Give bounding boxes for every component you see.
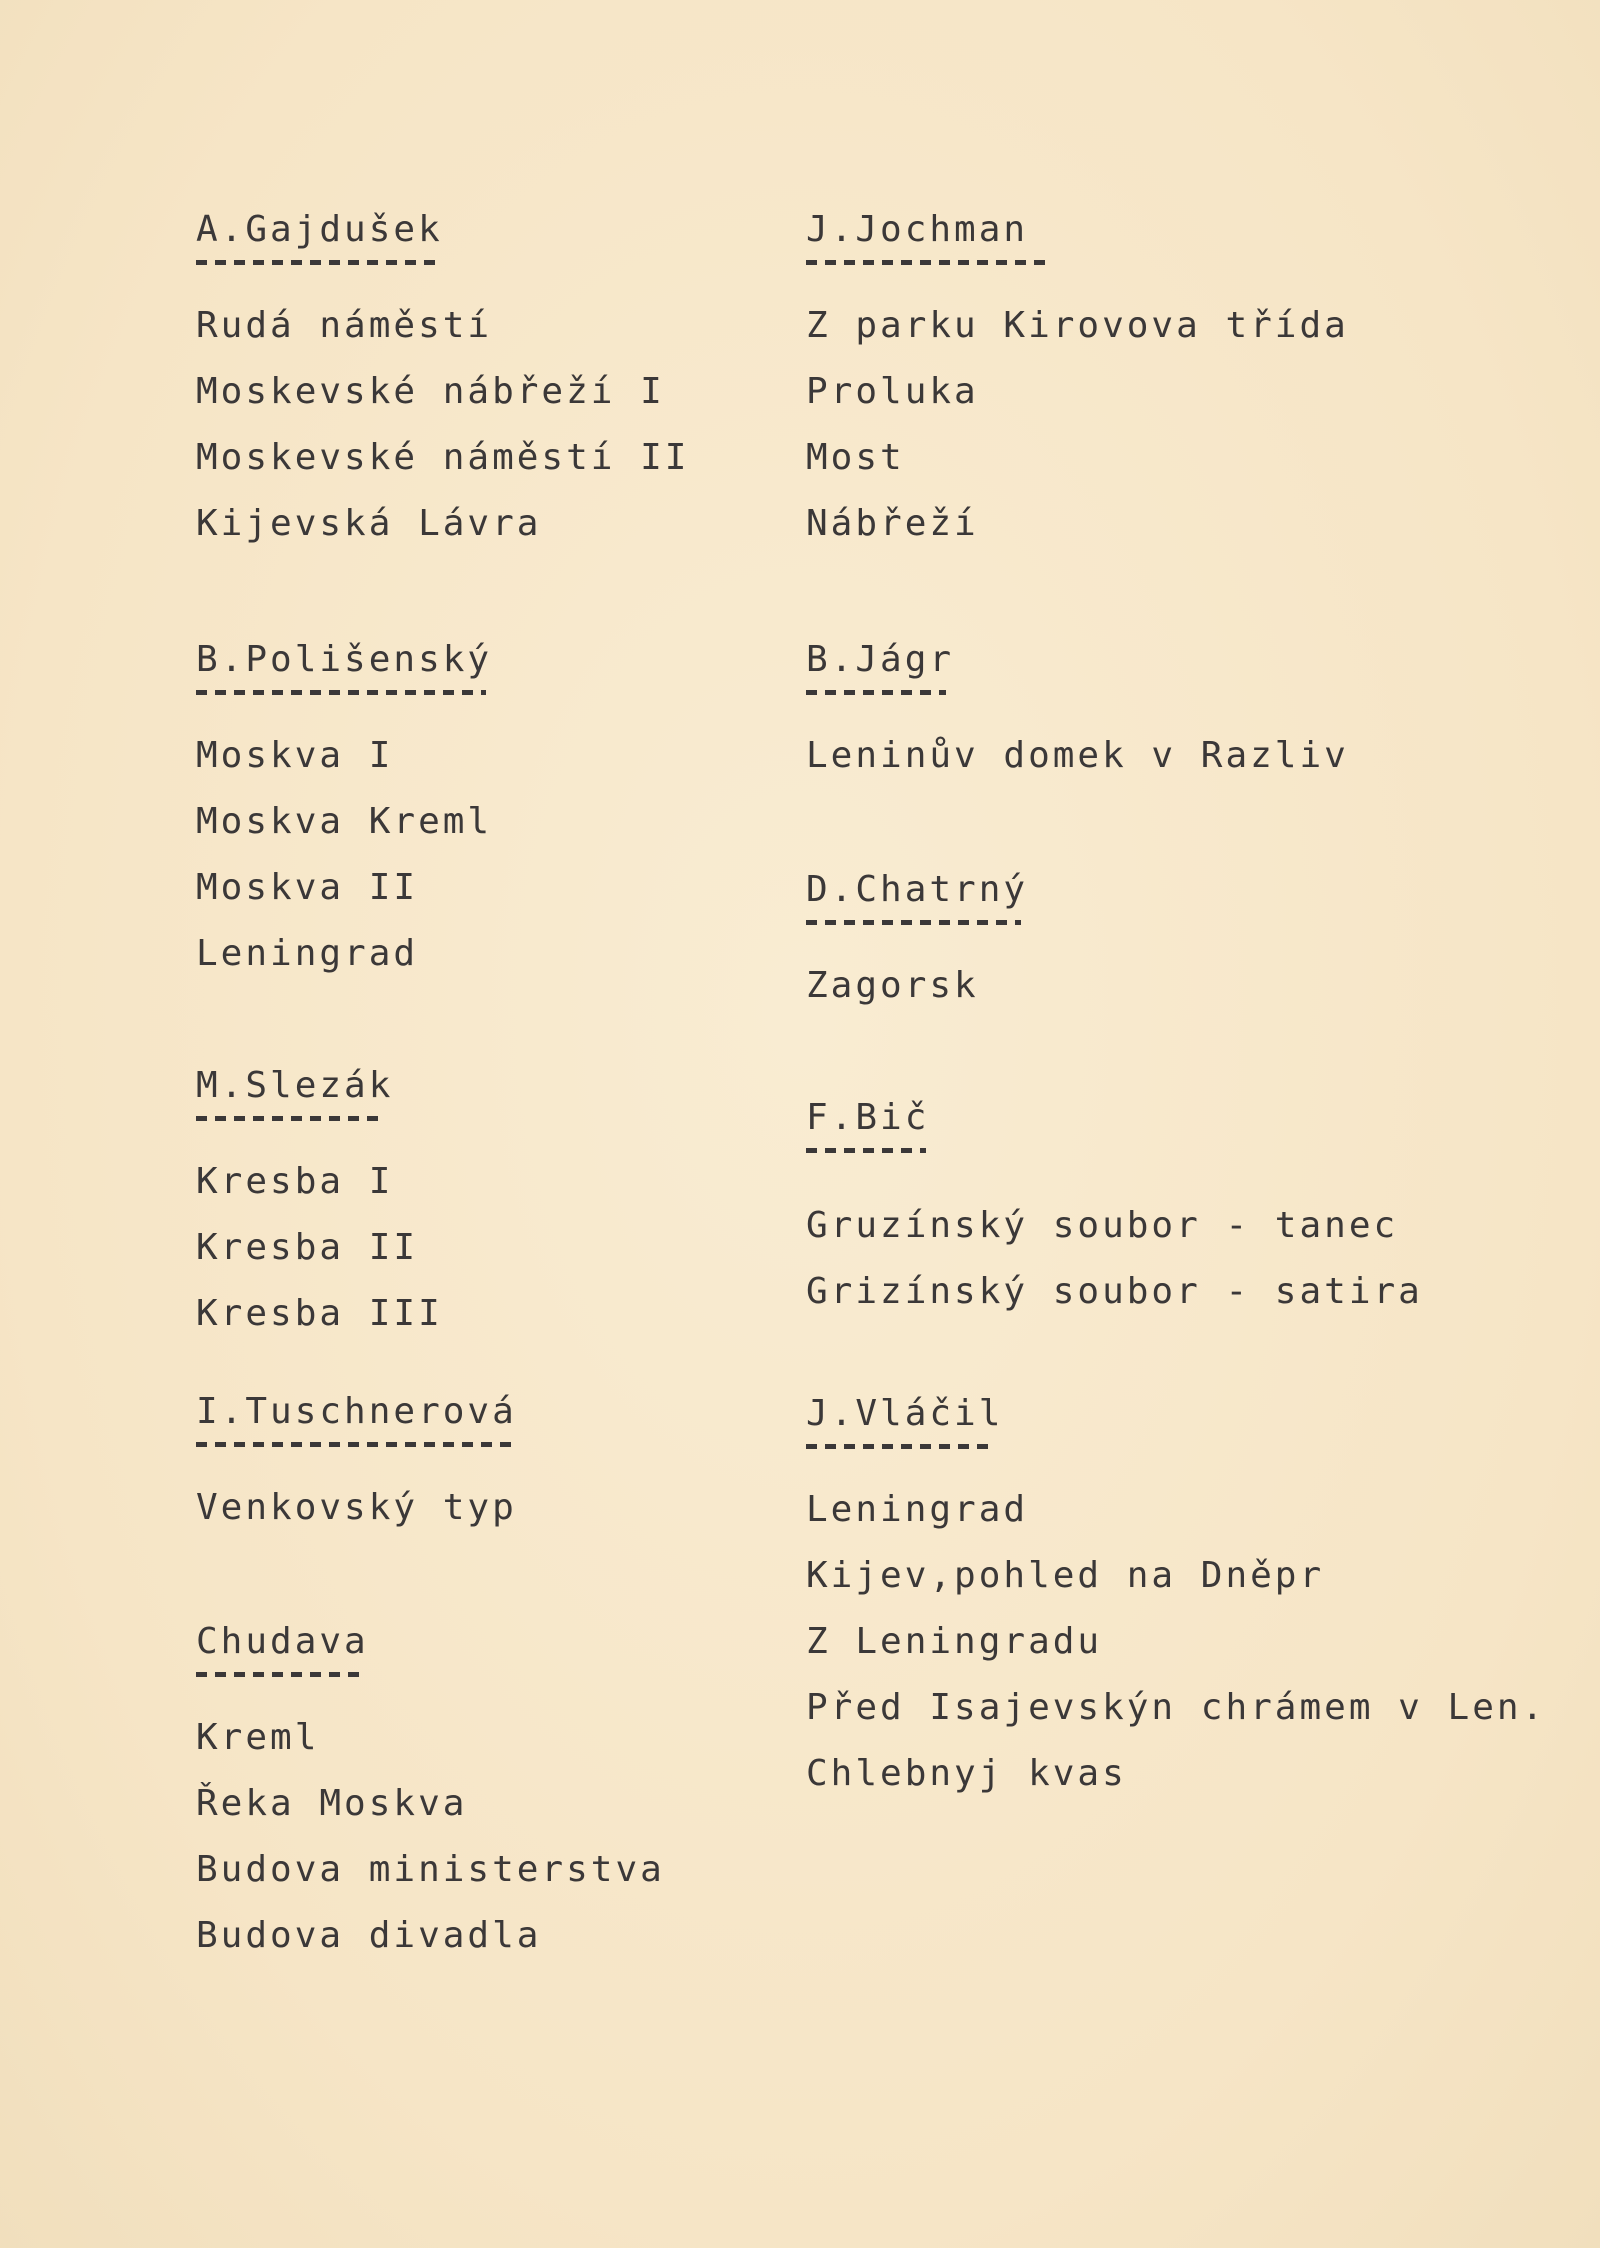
artwork-title: Zagorsk [806,965,979,1006]
artwork-title: Venkovský typ [196,1487,517,1528]
artwork-title: Chlebnyj kvas [806,1753,1127,1794]
artist-group [806,868,1028,1019]
artist-name: J.Vláčil [806,1393,1004,1434]
artist-name: Chudava [196,1621,369,1662]
artwork-title: Moskva I [196,735,394,776]
artwork-title: Rudá náměstí [196,305,493,346]
artwork-title: Gruzínský soubor - tanec [806,1205,1399,1246]
dashed-underline [196,690,486,695]
artist-group [196,1064,443,1347]
artist-name: I.Tuschnerová [196,1391,517,1432]
dashed-underline [806,690,946,695]
artist-group [196,1390,517,1541]
artwork-title: Moskva II [196,867,419,908]
dashed-underline [806,260,1046,265]
artwork-title: Kijev,pohled na Dněpr [806,1555,1325,1596]
dashed-underline [196,1116,386,1121]
dashed-underline [806,920,1021,925]
artwork-title: Z Leningradu [806,1621,1103,1662]
artist-group [196,638,492,987]
artwork-title: Kresba II [196,1227,419,1268]
artwork-title: Proluka [806,371,979,412]
artist-group [806,208,1349,557]
artwork-title: Budova ministerstva [196,1849,665,1890]
artist-group [806,638,1349,789]
artwork-title: Leninův domek v Razliv [806,735,1349,776]
artist-group [196,208,689,557]
artwork-title: Most [806,437,905,478]
artwork-title: Před Isajevskýn chrámem v Len. [806,1687,1547,1728]
artwork-title: Moskevské náměstí II [196,437,690,478]
artwork-title: Moskva Kreml [196,801,493,842]
artwork-title: Moskevské nábřeží I [196,371,665,412]
artist-name: D.Chatrný [806,869,1029,910]
artwork-title: Řeka Moskva [196,1783,468,1824]
dashed-underline [806,1444,996,1449]
artist-group [806,1096,1423,1325]
artist-name: B.Polišenský [196,639,493,680]
artwork-title: Budova divadla [196,1915,542,1956]
artwork-title: Z parku Kirovova třída [806,305,1349,346]
artwork-title: Kresba I [196,1161,394,1202]
dashed-underline [196,260,436,265]
dashed-underline [196,1442,511,1447]
artist-name: F.Bič [806,1097,930,1138]
artist-name: J.Jochman [806,209,1029,250]
artist-name: B.Jágr [806,639,955,680]
artwork-title: Kreml [196,1717,320,1758]
artwork-title: Nábřeží [806,503,979,544]
artwork-title: Grizínský soubor - satira [806,1271,1423,1312]
artwork-title: Kresba III [196,1293,443,1334]
artwork-title: Leningrad [196,933,419,974]
artwork-title: Leningrad [806,1489,1029,1530]
artist-group [196,1620,665,1969]
artist-name: A.Gajdušek [196,209,443,250]
dashed-underline [806,1148,926,1153]
artist-group [806,1392,1546,1807]
artwork-title: Kijevská Lávra [196,503,542,544]
dashed-underline [196,1672,366,1677]
artist-name: M.Slezák [196,1065,394,1106]
